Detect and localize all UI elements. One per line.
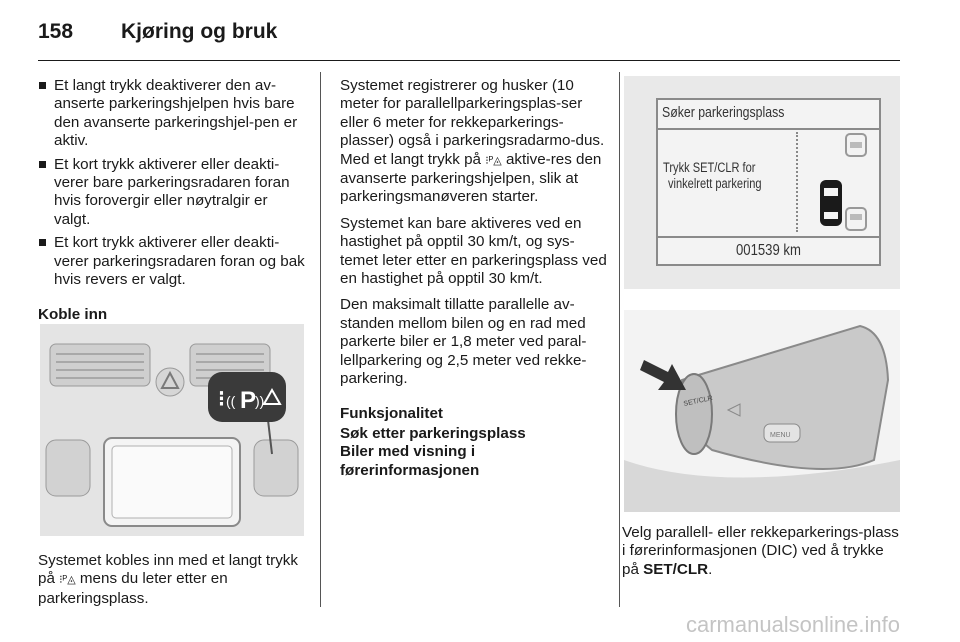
page-header bbox=[38, 20, 900, 50]
menu-label: MENU bbox=[770, 432, 791, 439]
dic-caption: Velg parallell- eller rekkeparkerings-plass i førerinformasjonen (DIC) ved å trykke på SET/CLR. bbox=[622, 524, 899, 578]
svg-text:P: P bbox=[240, 387, 257, 414]
paragraph: Den maksimalt tillatte parallelle av-standen mellom bilen og en rad med parkerte biler er 1,8 meter ved paral-lellparkering og 2,5 meter ved rekke-parkering. bbox=[340, 296, 587, 388]
watermark: carmanualsonline.info bbox=[685, 612, 900, 637]
set-clr-label: SET/CLR bbox=[682, 394, 714, 408]
dic-message: vinkelrett parkering bbox=[668, 176, 762, 191]
paragraph: Systemet kan bare aktiveres ved en hastighet på opptil 30 km/t, og sys-temet leter etter en parkeringsplass ved en hastighet på opptil 30 km/t. bbox=[340, 214, 607, 288]
page-title: Kjøring og bruk bbox=[121, 20, 278, 43]
divider bbox=[658, 236, 879, 238]
column-1 bbox=[38, 77, 308, 325]
paragraph: Systemet registrerer og husker (10 meter for parallellparkeringsplas-ser eller 6 meter for rekkeparkerings-plasser) også i parkeringsradarmo-dus. Med et langt trykk på ⁝ᴾ◬ aktive-res den avanserte parkeringshjelpen, slik at parkeringsmanøveren starter. bbox=[340, 77, 605, 206]
column-divider bbox=[619, 72, 620, 607]
page-number: 158 bbox=[38, 20, 74, 43]
svg-text:((: (( bbox=[226, 393, 236, 409]
dashboard-illustration bbox=[40, 324, 304, 536]
column-divider bbox=[320, 72, 321, 607]
stalk-drawing bbox=[624, 310, 900, 512]
bullet-square-icon bbox=[39, 239, 46, 246]
dic-display-illustration bbox=[624, 76, 900, 289]
subheading: Søk etter parkeringsplass bbox=[340, 424, 526, 442]
bullet-square-icon bbox=[39, 161, 46, 168]
odometer: 001539 km bbox=[736, 242, 801, 259]
list-item: Et kort trykk aktiverer eller deakti-verer parkeringsradaren foran og bak hvis revers er valgt. bbox=[38, 234, 308, 289]
bullet-square-icon bbox=[39, 82, 46, 89]
dic-title: Søker parkeringsplass bbox=[662, 104, 785, 121]
subheading: førerinformasjonen bbox=[340, 461, 480, 479]
subheading: Biler med visning i bbox=[340, 443, 476, 461]
dic-screen bbox=[656, 98, 881, 266]
parking-assist-icon: ⁝ᴾ◬ bbox=[485, 154, 502, 167]
bullet-list bbox=[38, 77, 308, 289]
dashboard-caption: Systemet kobles inn med et langt trykk på ⁝ᴾ◬ mens du leter etter en parkeringsplass. bbox=[38, 552, 298, 607]
parking-assist-icon: ⁝ᴾ◬ bbox=[59, 574, 76, 587]
list-item: Et kort trykk aktiverer eller deakti-verer bare parkeringsradaren foran hvis forovergir eller nøytralgir er valgt. bbox=[38, 156, 308, 230]
parked-cars-icon bbox=[808, 130, 878, 236]
dic-message: Trykk SET/CLR for bbox=[663, 160, 756, 175]
divider bbox=[796, 132, 798, 232]
section-heading-funksjonalitet: Funksjonalitet bbox=[340, 404, 443, 422]
turn-signal-stalk-illustration bbox=[624, 310, 900, 512]
header-rule bbox=[38, 60, 900, 61]
section-heading-koble-inn: Koble inn bbox=[38, 306, 108, 324]
svg-text:)): )) bbox=[255, 393, 265, 409]
list-item: Et langt trykk deaktiverer den av-anserte parkeringshjelpen hvis bare den avanserte parkeringshjel-pen er aktiv. bbox=[38, 77, 308, 151]
column-2 bbox=[340, 77, 610, 480]
dashboard-drawing bbox=[40, 324, 304, 536]
svg-text:⁝: ⁝ bbox=[218, 386, 225, 411]
